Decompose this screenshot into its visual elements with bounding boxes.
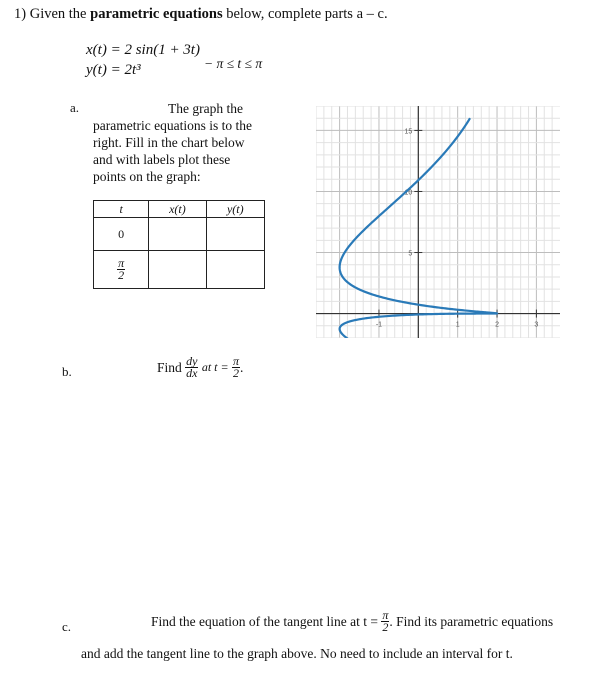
table-cell-t1	[94, 251, 149, 289]
part-a-line3: right. Fill in the chart below	[93, 135, 245, 150]
parametric-graph	[316, 106, 560, 338]
points-table	[93, 200, 265, 289]
question-intro-end: below, complete parts a – c.	[226, 6, 388, 22]
table-cell-x1[interactable]	[149, 251, 206, 289]
question-bold-term: parametric equations	[90, 6, 223, 22]
graph-grid	[316, 106, 560, 338]
y-tick-label: 10	[404, 189, 413, 197]
x-tick-label: 3	[534, 321, 539, 329]
y-tick-label: 15	[404, 128, 413, 136]
part-c-label: c.	[62, 619, 72, 634]
question-number: 1)	[14, 6, 27, 22]
part-b-find: Find	[157, 360, 182, 375]
x-tick-label: 1	[455, 321, 460, 329]
dy-dx-fraction: $\frac{dy}{dx}$	[186, 354, 198, 380]
part-a-label: a.	[70, 100, 80, 115]
domain-inequality: − π ≤ t ≤ π	[204, 56, 263, 71]
table-cell-y0[interactable]	[206, 218, 264, 251]
part-a-line5: points on the graph:	[93, 169, 201, 184]
part-b-text	[157, 356, 243, 379]
x-tick-label: -1	[375, 321, 383, 329]
table-header-y: y(t)	[206, 201, 264, 218]
part-c-line2: and add the tangent line to the graph above. No need to include an interval for t.	[81, 646, 513, 661]
part-a-text	[93, 100, 283, 185]
graph-axes	[316, 106, 560, 338]
part-c-text1: Find the equation of the tangent line at t =	[151, 614, 378, 629]
part-b-label: b.	[62, 364, 72, 379]
part-a-line2: parametric equations is to the	[93, 118, 252, 133]
part-a-line4: and with labels plot these	[93, 152, 231, 167]
t-pi-half: $\frac{\pi}{2}$	[118, 256, 125, 282]
table-header-t: t	[94, 201, 149, 218]
table-header-x: x(t)	[149, 201, 206, 218]
table-cell-t0: 0	[94, 218, 149, 251]
x-equation: x(t) = 2 sin(1 + 3t)	[86, 42, 200, 58]
question-intro: Given the	[29, 6, 87, 22]
y-equation: y(t) = 2t³	[86, 62, 141, 78]
part-c-line1	[151, 610, 553, 633]
part-c-pi-half: $\frac{\pi}{2}$	[382, 608, 389, 634]
part-a-line1: The graph the	[168, 101, 243, 116]
x-tick-label: 2	[495, 321, 499, 329]
part-b-period: .	[240, 360, 244, 375]
part-b-pi-half: $\frac{\pi}{2}$	[232, 354, 239, 380]
table-cell-x0[interactable]	[149, 218, 206, 251]
y-tick-label: 5	[408, 250, 413, 258]
part-b-at-t: at t =	[201, 360, 229, 374]
table-cell-y1[interactable]	[206, 251, 264, 289]
question-heading	[14, 6, 388, 23]
part-c-text2: . Find its parametric equations	[389, 614, 554, 629]
